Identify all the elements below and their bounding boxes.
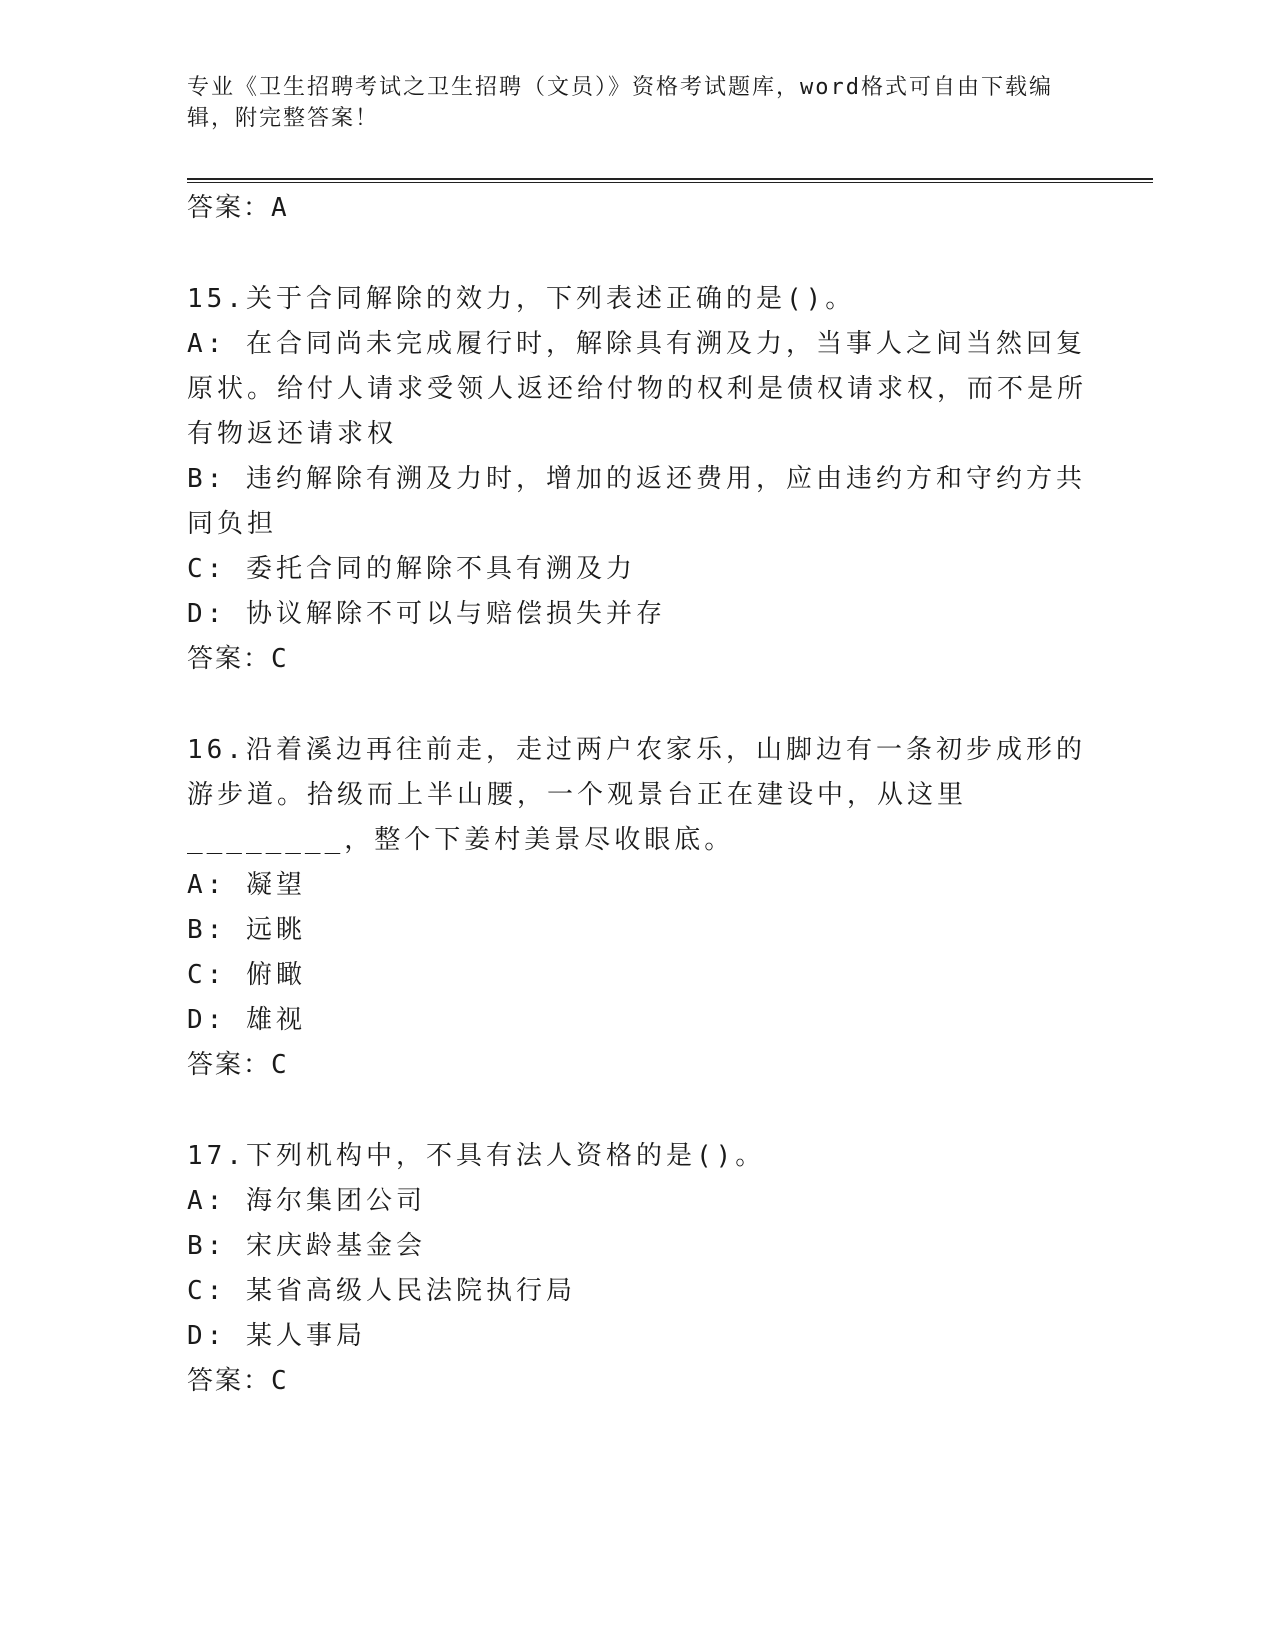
answer-label: 答案： <box>187 644 272 674</box>
option-a: A: 海尔集团公司 <box>187 1186 426 1216</box>
option-c: C: 委托合同的解除不具有溯及力 <box>187 554 636 584</box>
answer-label: 答案： <box>187 1050 272 1080</box>
option-b: B: 远眺 <box>187 915 306 945</box>
option-c: C: 俯瞰 <box>187 960 306 990</box>
question-15 <box>187 277 1087 682</box>
option-d: D: 协议解除不可以与赔偿损失并存 <box>187 599 666 629</box>
page-header: 专业《卫生招聘考试之卫生招聘（文员）》资格考试题库，word格式可自由下载编辑，附完整答案！ <box>187 75 1053 131</box>
header-divider <box>187 178 1153 183</box>
question-stem: 17.下列机构中，不具有法人资格的是()。 <box>187 1141 766 1171</box>
answer-value: C <box>271 1050 289 1080</box>
question-stem: 15.关于合同解除的效力，下列表述正确的是()。 <box>187 284 856 314</box>
option-d: D: 雄视 <box>187 1005 306 1035</box>
option-c: C: 某省高级人民法院执行局 <box>187 1276 576 1306</box>
question-stem: 16.沿着溪边再往前走，走过两户农家乐，山脚边有一条初步成形的游步道。拾级而上半山腰，一个观景台正在建设中，从这里________，整个下姜村美景尽收眼底。 <box>187 735 1086 855</box>
document-body <box>187 186 1087 1404</box>
option-a: A: 在合同尚未完成履行时，解除具有溯及力，当事人之间当然回复原状。给付人请求受领人返还给付物的权利是债权请求权，而不是所有物返还请求权 <box>187 329 1088 449</box>
answer-label: 答案： <box>187 1366 272 1396</box>
option-a: A: 凝望 <box>187 870 306 900</box>
answer-label: 答案： <box>187 193 272 223</box>
question-17 <box>187 1134 1087 1404</box>
answer-value: C <box>271 644 289 674</box>
answer-line <box>187 637 1087 682</box>
answer-line <box>187 1359 1087 1404</box>
option-d: D: 某人事局 <box>187 1321 366 1351</box>
answer-line <box>187 186 1087 231</box>
option-b: B: 违约解除有溯及力时，增加的返还费用，应由违约方和守约方共同负担 <box>187 464 1086 539</box>
question-16 <box>187 728 1087 1088</box>
option-b: B: 宋庆龄基金会 <box>187 1231 426 1261</box>
answer-line <box>187 1043 1087 1088</box>
answer-value: A <box>271 193 289 223</box>
answer-value: C <box>271 1366 289 1396</box>
